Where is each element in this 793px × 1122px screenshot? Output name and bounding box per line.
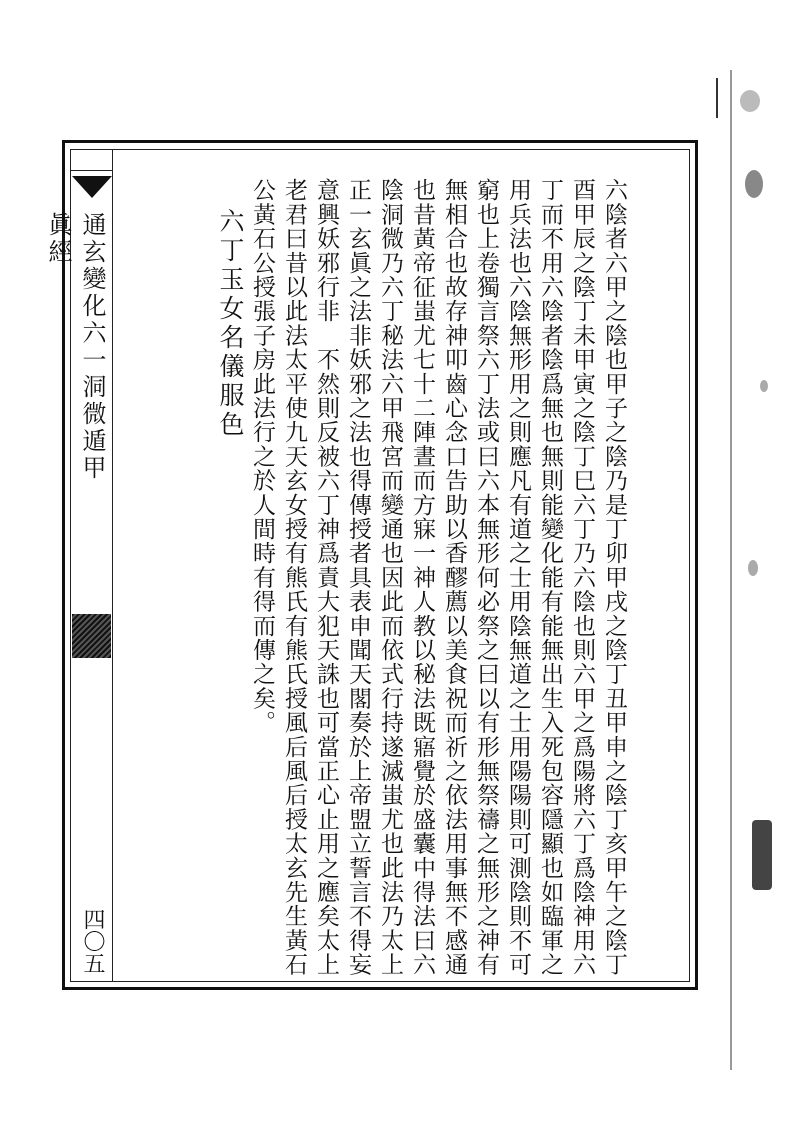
- scan-noise: [752, 820, 772, 890]
- scan-noise: [740, 90, 760, 112]
- margin-column-divider: [112, 149, 113, 982]
- fish-tail-ornament-middle: [72, 614, 111, 658]
- main-text-block: [150, 178, 630, 978]
- fish-tail-ornament-top: [72, 176, 112, 198]
- scan-noise: [760, 380, 768, 392]
- body-paragraph: 六陰者六甲之陰也甲子之陰乃是丁卯甲戌之陰丁丑甲申之陰丁亥甲午之陰丁酉甲辰之陰丁未甲寅之陰丁巳六丁乃六陰也則六甲之爲陽將六丁爲陰神用六丁而不用六陰者陰爲無也無則能變化能有能無出生入死包容隱顯也如臨軍之用兵法也六陰無形用之則應凡有道之士用陰無道之士用陽陽則可測陰則不可窮也上卷獨言祭六丁法或曰六本無形何必祭之曰以有形無祭禱之無形之神有無相合也故存神叩齒心念口告助以香醪薦以美食祝而祈之依法用事無不感通也昔黃帝征蚩尤七十二陣晝而方寐一神人教以秘法既寤覺於盛囊中得法曰六陰洞微乃六丁秘法六甲飛宮而變通也因此而依式行持遂滅蚩尤也此法乃太上正一玄眞之法非妖邪之法也得傳授者具表申聞天閣奏於上帝盟立誓言不得妄意興妖邪行非 不然則反被六丁神爲責大犯天誅也可當正心止用之應矣太上老君曰昔以此法太平使九天玄女授有熊氏有熊氏授風后風后授太玄先生黃石公黃石公授張子房此法行之於人間時有得而傳之矣。: [249, 178, 627, 977]
- scan-edge-artifact: [730, 70, 732, 1070]
- page-number: 四〇五: [80, 908, 105, 974]
- section-heading: 六丁玉女名儀服色: [216, 208, 245, 440]
- book-title: 通玄變化六一洞微遁甲眞經: [44, 212, 106, 482]
- scan-noise: [745, 170, 763, 198]
- scan-edge-artifact: [716, 78, 718, 118]
- scan-noise: [748, 560, 758, 576]
- margin-top-rule: [70, 170, 112, 171]
